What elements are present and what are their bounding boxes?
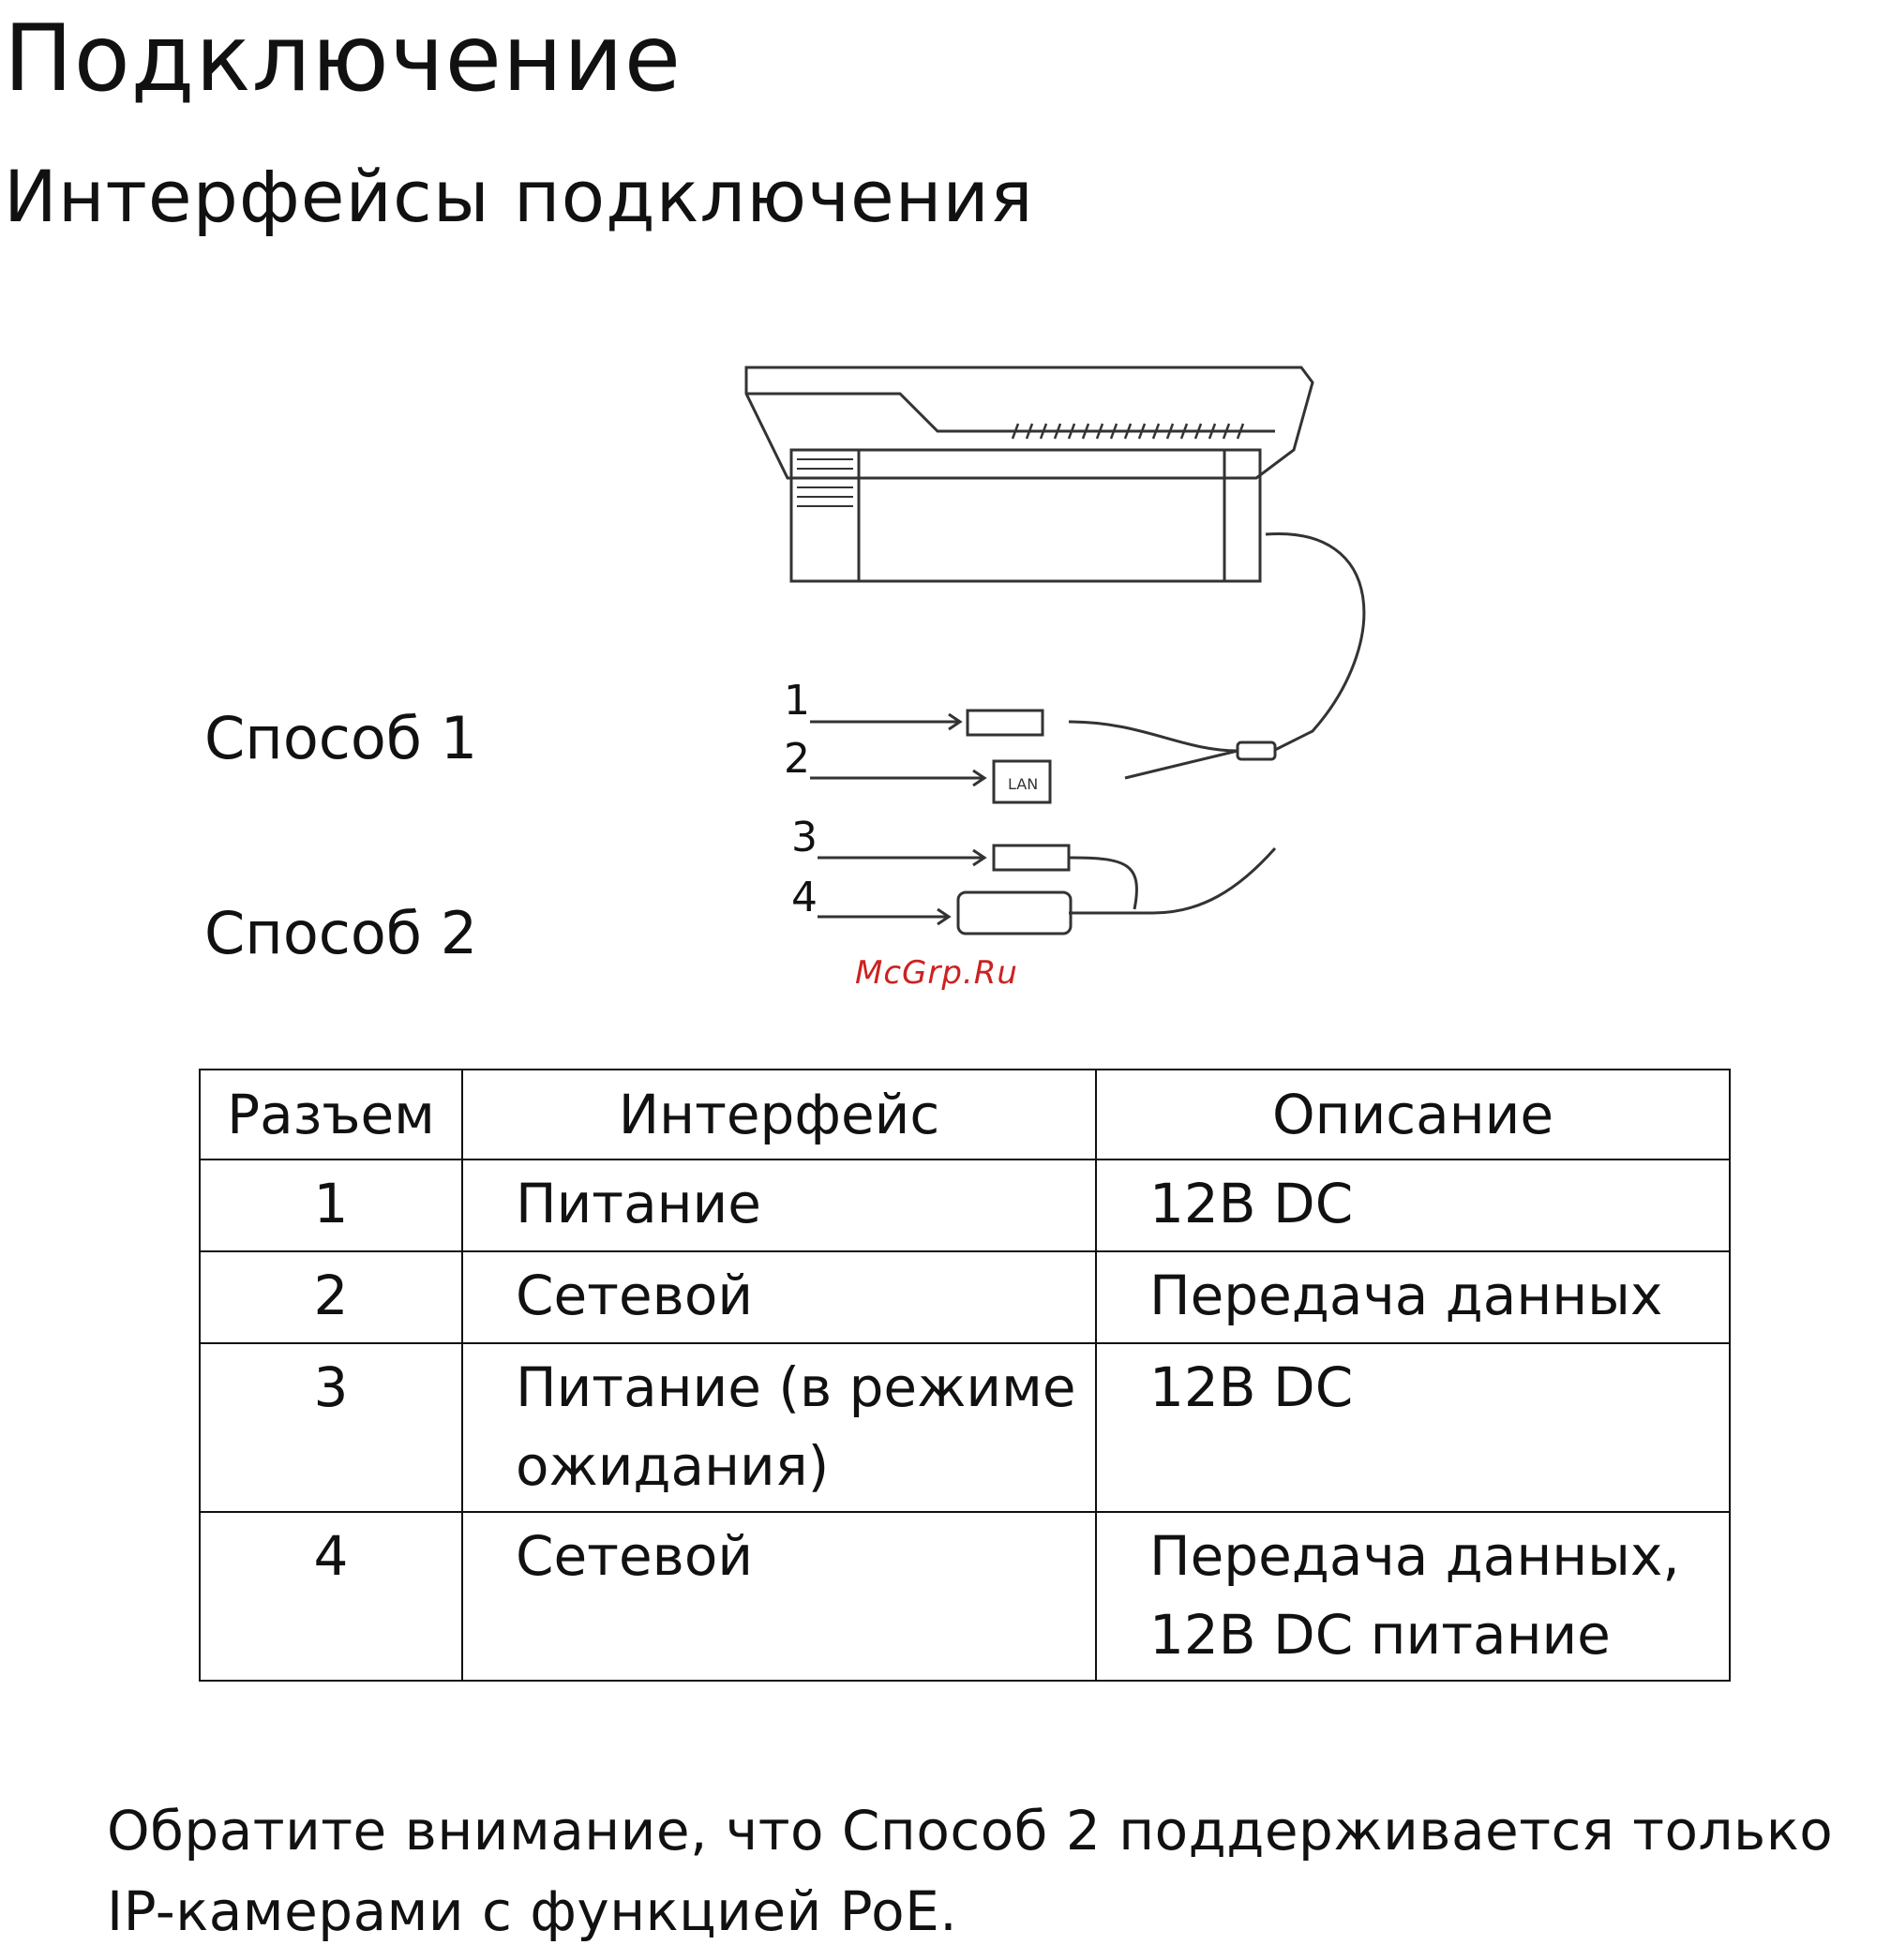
- header-interface: Интерфейс: [462, 1070, 1096, 1160]
- camera-front-ir: [797, 459, 853, 506]
- method-1-label: Способ 1: [204, 704, 478, 772]
- camera-housing-top: [746, 367, 1313, 478]
- lan-text: LAN: [1008, 775, 1039, 793]
- cell-interface: Сетевой: [462, 1512, 1096, 1681]
- dc-jack-1: [968, 711, 1043, 735]
- page-title: Подключение: [4, 6, 682, 112]
- cell-description: Передача данных: [1096, 1251, 1730, 1343]
- method-2-label: Способ 2: [204, 899, 478, 967]
- table-row: [200, 1512, 1730, 1681]
- header-connector: Разъем: [200, 1070, 462, 1160]
- cell-connector: 4: [200, 1512, 462, 1681]
- cell-description: Передача данных, 12В DC питание: [1096, 1512, 1730, 1681]
- cell-interface: Питание: [462, 1160, 1096, 1251]
- cell-connector: 2: [200, 1251, 462, 1343]
- header-description: Описание: [1096, 1070, 1730, 1160]
- interfaces-table: [199, 1069, 1731, 1682]
- cell-description: 12В DC: [1096, 1160, 1730, 1251]
- section-subtitle: Интерфейсы подключения: [4, 155, 1034, 238]
- camera-connection-diagram: [713, 337, 1425, 994]
- cell-interface: Сетевой: [462, 1251, 1096, 1343]
- callout-4: 4: [791, 874, 818, 921]
- callout-1: 1: [784, 677, 810, 725]
- cell-connector: 3: [200, 1343, 462, 1512]
- callout-3: 3: [791, 814, 818, 861]
- dc-jack-3: [994, 845, 1069, 870]
- table-row: [200, 1251, 1730, 1343]
- callout-2: 2: [784, 735, 810, 783]
- table-header-row: [200, 1070, 1730, 1160]
- poe-injector-4: [958, 892, 1071, 934]
- cell-description: 12В DC: [1096, 1343, 1730, 1512]
- camera-body: [791, 450, 1260, 581]
- main-cable: [1266, 533, 1364, 750]
- table-row: [200, 1343, 1730, 1512]
- poe-note: Обратите внимание, что Способ 2 поддерживается только IP-камерами с функцией PoE.: [107, 1799, 1834, 1943]
- table-row: [200, 1160, 1730, 1251]
- cell-connector: 1: [200, 1160, 462, 1251]
- watermark-text: McGrp.Ru: [855, 954, 1018, 992]
- cell-interface: Питание (в режиме ожидания): [462, 1343, 1096, 1512]
